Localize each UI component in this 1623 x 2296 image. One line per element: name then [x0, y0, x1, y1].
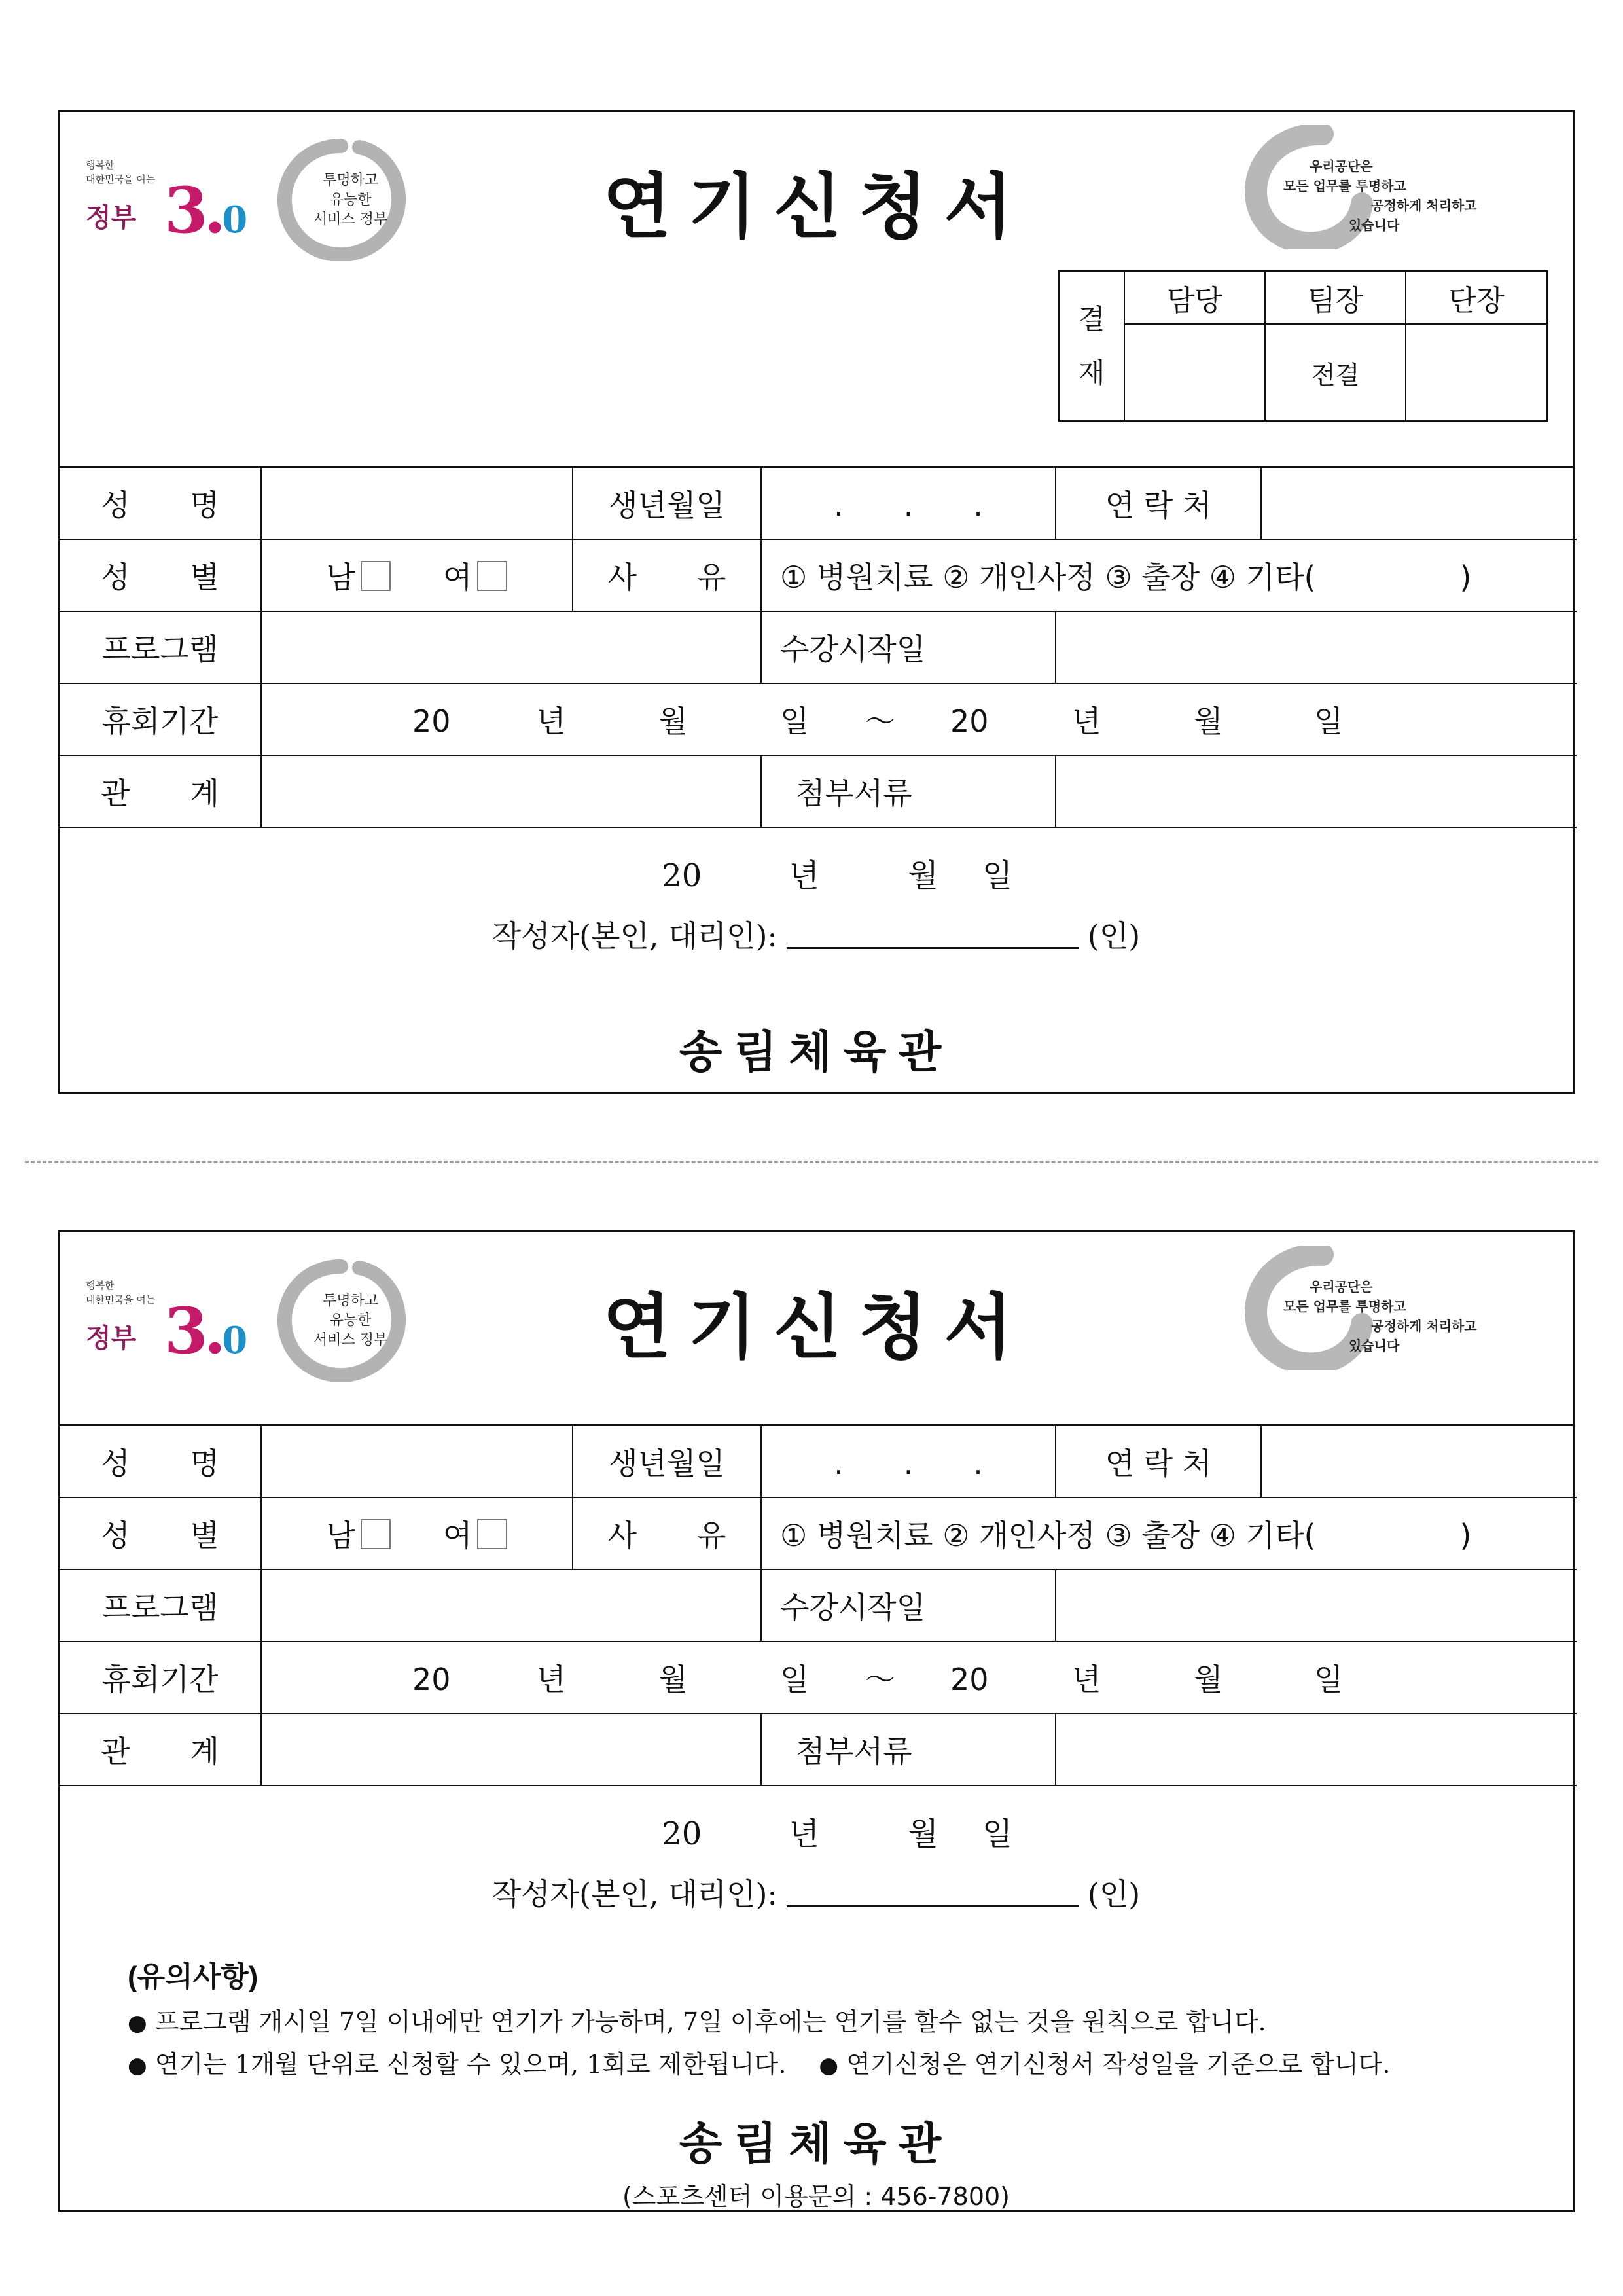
notes-title: (유의사항) [128, 1961, 259, 1993]
form-header [60, 1232, 1573, 1426]
female-label: 여 [443, 1518, 473, 1553]
name-field[interactable] [261, 468, 573, 539]
motto-text: 우리공단은 [1310, 1279, 1373, 1295]
approval-box [1058, 270, 1548, 422]
logo-slogan: 투명하고 [323, 1293, 379, 1309]
motto-text: 있습니다 [1349, 217, 1400, 233]
agency-motto-logo [1244, 1246, 1571, 1383]
writer-line [60, 1871, 1573, 1914]
label-attachments: 첨부서류 [761, 755, 1056, 827]
label-contact: 연 락 처 [1056, 1426, 1261, 1498]
logo-tagline: 행복한 [86, 1280, 115, 1291]
program-field[interactable] [261, 1570, 761, 1641]
approval-label: 결 재 [1059, 272, 1125, 422]
label-reason: 사 유 [573, 1498, 761, 1570]
attachments-field[interactable] [1056, 1713, 1577, 1785]
applicant-info-table [60, 1426, 1577, 1786]
bullet-icon: ● [128, 2053, 147, 2079]
writer-signature-field[interactable] [787, 1905, 1079, 1907]
female-label: 여 [443, 560, 473, 595]
approval-sign-director[interactable] [1406, 324, 1547, 422]
logo-slogan: 투명하고 [323, 172, 379, 188]
label-gender: 성 별 [60, 539, 261, 611]
male-checkbox[interactable] [361, 1519, 391, 1549]
label-reason: 사 유 [573, 539, 761, 611]
birthdate-field[interactable]: . . . [761, 468, 1056, 539]
gender-options [261, 1498, 573, 1570]
relation-field[interactable] [261, 1713, 761, 1785]
label-leave-period: 휴회기간 [60, 1641, 261, 1713]
notes-section [60, 1953, 1573, 2080]
reason-options[interactable]: ① 병원치료 ② 개인사정 ③ 출장 ④ 기타( ) [761, 1498, 1577, 1570]
label-birthdate: 생년월일 [573, 1426, 761, 1498]
motto-text: 우리공단은 [1310, 158, 1373, 174]
approval-sign-team-lead: 전결 [1265, 324, 1406, 422]
signature-block [60, 1786, 1573, 2212]
bullet-icon: ● [128, 2010, 147, 2036]
logo-tagline: 대한민국을 여는 [86, 1294, 156, 1306]
logo-slogan: 서비스 정부 [313, 1332, 388, 1348]
contact-field[interactable] [1261, 468, 1577, 539]
motto-text: 공정하게 처리하고 [1371, 198, 1477, 213]
logo-version: 3.0 [164, 1294, 244, 1368]
document-title: 연기신청서 [603, 166, 1029, 248]
approval-col-director: 단장 [1406, 272, 1547, 325]
birthdate-field[interactable]: . . . [761, 1426, 1056, 1498]
female-checkbox[interactable] [477, 1519, 507, 1549]
logo-gov-text: 정부 [86, 203, 137, 233]
label-start-date: 수강시작일 [761, 611, 1056, 683]
leave-period-field[interactable]: 20 년 월 일 ～ 20 년 월 일 [261, 683, 1577, 755]
organization-name: 송림체육관 [679, 1027, 954, 1079]
application-form-copy2 [58, 1230, 1575, 2212]
label-name: 성 명 [60, 468, 261, 539]
writer-label: 작성자(본인, 대리인): [491, 918, 777, 954]
relation-field[interactable] [261, 755, 761, 827]
motto-text: 모든 업무를 투명하고 [1283, 1299, 1406, 1314]
male-label: 남 [326, 1518, 355, 1553]
cut-line [25, 1161, 1598, 1163]
male-label: 남 [326, 560, 355, 595]
contact-field[interactable] [1261, 1426, 1577, 1498]
label-program: 프로그램 [60, 611, 261, 683]
bullet-icon: ● [819, 2053, 839, 2079]
logo-tagline: 행복한 [86, 159, 115, 171]
label-relation: 관 계 [60, 755, 261, 827]
approval-col-team-lead: 팀장 [1265, 272, 1406, 325]
label-contact: 연 락 처 [1056, 468, 1261, 539]
start-date-field[interactable] [1056, 611, 1577, 683]
motto-text: 있습니다 [1349, 1338, 1400, 1354]
approval-col-staff: 담당 [1124, 272, 1265, 325]
applicant-info-table [60, 468, 1577, 828]
label-attachments: 첨부서류 [761, 1713, 1056, 1785]
gender-options [261, 539, 573, 611]
label-name: 성 명 [60, 1426, 261, 1498]
male-checkbox[interactable] [361, 561, 391, 591]
start-date-field[interactable] [1056, 1570, 1577, 1641]
writer-signature-field[interactable] [787, 947, 1079, 949]
label-gender: 성 별 [60, 1498, 261, 1570]
document-title: 연기신청서 [603, 1287, 1029, 1369]
label-birthdate: 생년월일 [573, 468, 761, 539]
note-item: ● 연기는 1개월 단위로 신청할 수 있으며, 1회로 제한됩니다. ● 연기신청은 연기신청서 작성일을 기준으로 합니다. [128, 2050, 1391, 2079]
organization-name: 송림체육관 [679, 2119, 954, 2170]
logo-gov-text: 정부 [86, 1323, 137, 1354]
logo-slogan: 유능한 [329, 1312, 372, 1329]
writer-line [60, 912, 1573, 956]
motto-text: 모든 업무를 투명하고 [1283, 178, 1406, 194]
logo-version: 3.0 [164, 173, 244, 247]
motto-text: 공정하게 처리하고 [1371, 1318, 1477, 1334]
date-line: 20 년 월 일 [662, 1816, 1013, 1852]
leave-period-field[interactable]: 20 년 월 일 ～ 20 년 월 일 [261, 1641, 1577, 1713]
label-relation: 관 계 [60, 1713, 261, 1785]
name-field[interactable] [261, 1426, 573, 1498]
note-item: ● 프로그램 개시일 7일 이내에만 연기가 가능하며, 7일 이후에는 연기를 할수 없는 것을 원칙으로 합니다. [128, 2007, 1266, 2036]
contact-info: (스포츠센터 이용문의 : 456-7800) [622, 2182, 1010, 2211]
logo-slogan: 서비스 정부 [313, 211, 388, 228]
female-checkbox[interactable] [477, 561, 507, 591]
label-program: 프로그램 [60, 1570, 261, 1641]
signature-block [60, 828, 1573, 1081]
application-form-copy1 [58, 110, 1575, 1094]
form-header [60, 112, 1573, 468]
program-field[interactable] [261, 611, 761, 683]
agency-motto-logo [1244, 125, 1571, 262]
reason-options[interactable]: ① 병원치료 ② 개인사정 ③ 출장 ④ 기타( ) [761, 539, 1577, 611]
seal-label: (인) [1087, 918, 1141, 954]
label-leave-period: 휴회기간 [60, 683, 261, 755]
date-line: 20 년 월 일 [662, 857, 1013, 894]
writer-label: 작성자(본인, 대리인): [491, 1876, 777, 1912]
logo-tagline: 대한민국을 여는 [86, 173, 156, 185]
seal-label: (인) [1087, 1876, 1141, 1912]
approval-sign-staff[interactable] [1124, 324, 1265, 422]
attachments-field[interactable] [1056, 755, 1577, 827]
logo-slogan: 유능한 [329, 192, 372, 208]
label-start-date: 수강시작일 [761, 1570, 1056, 1641]
